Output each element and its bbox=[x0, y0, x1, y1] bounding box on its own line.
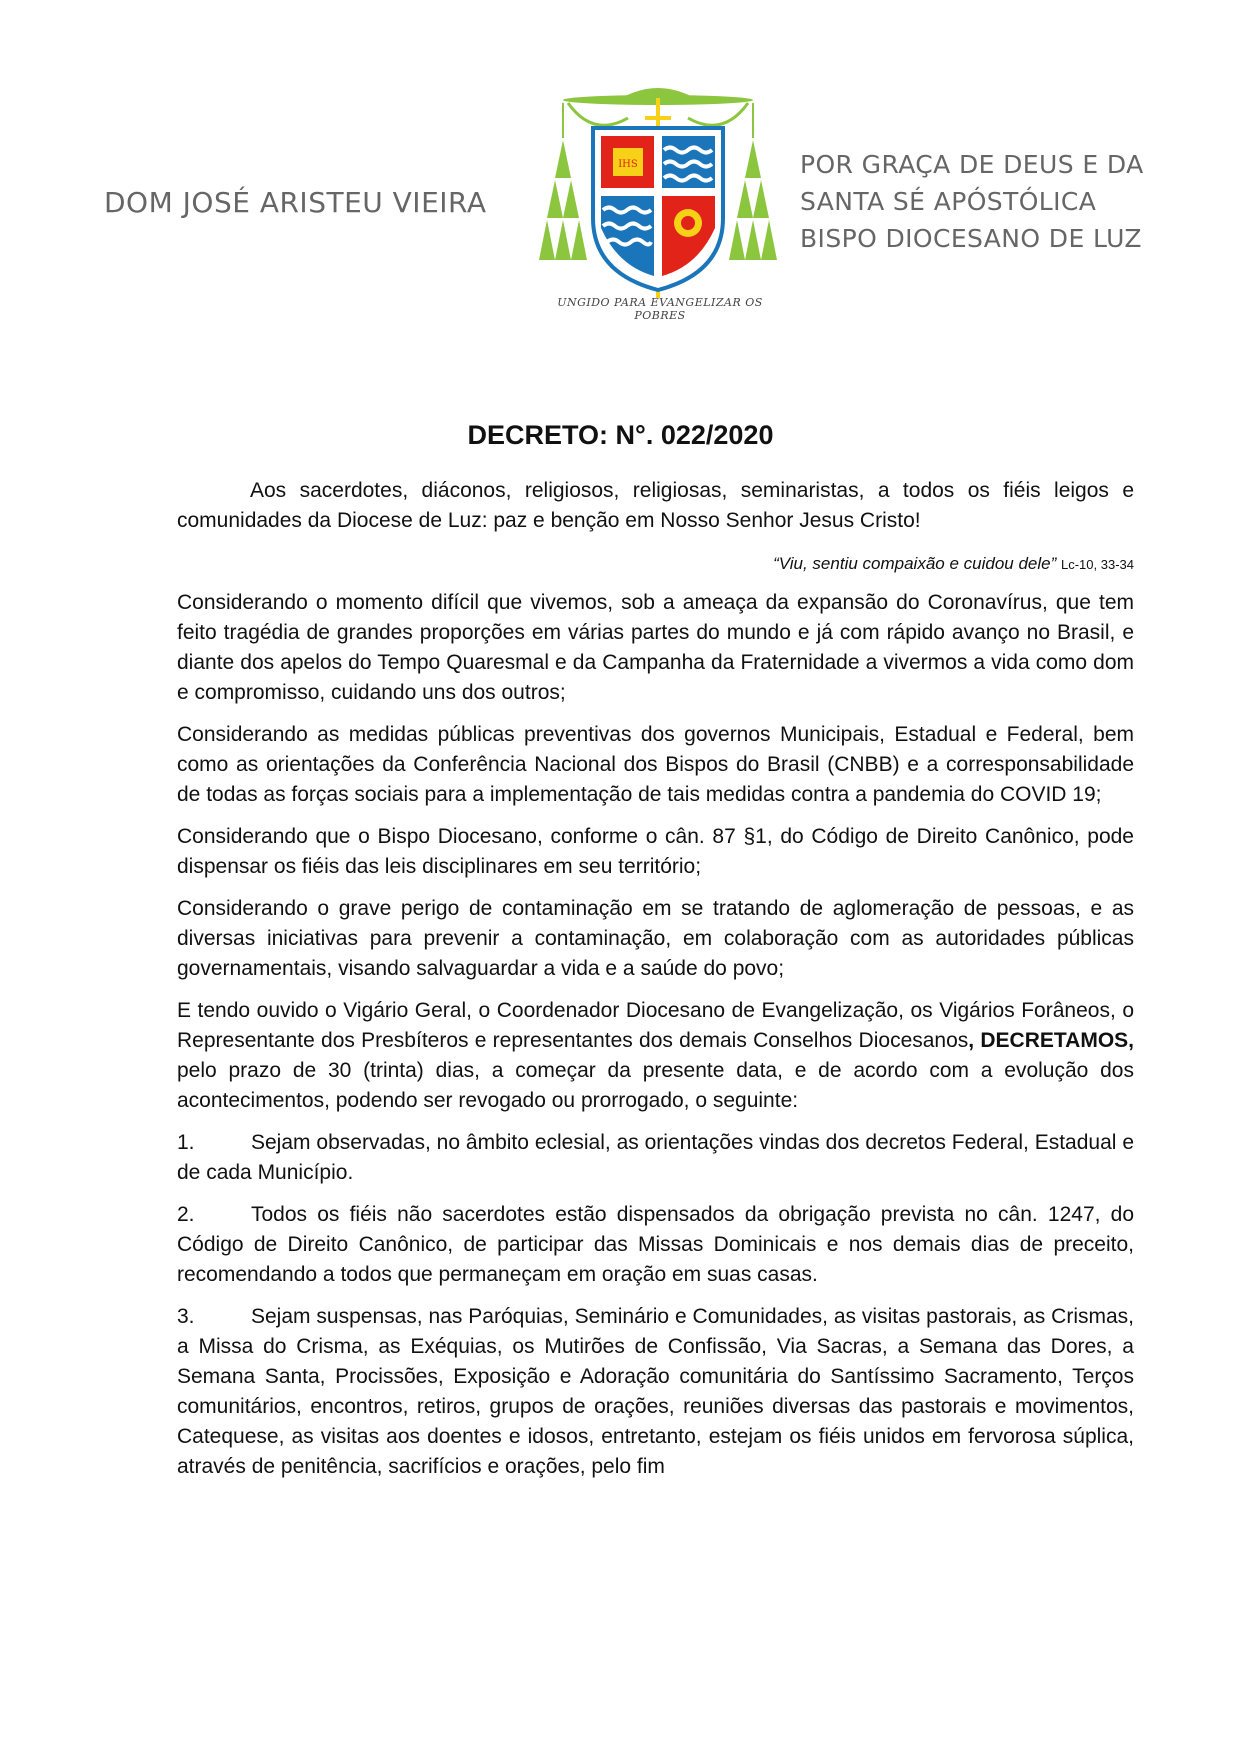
decree-terms: pelo prazo de 30 (trinta) dias, a começar da presente data, e de acordo com a evolução dos acontecimentos, podendo ser revogado ou prorrogado, o seguinte: bbox=[177, 1059, 1134, 1112]
bishop-name: DOM JOSÉ ARISTEU VIEIRA bbox=[104, 186, 487, 219]
item-text: Sejam suspensas, nas Paróquias, Seminário e Comunidades, as visitas pastorais, as Crismas, a Missa do Crisma, as Exéquias, os Mutirões de Confissão, Via Sacras, a Semana das Dores, a Semana Santa, Procissões, Exposição e Adoração comunitária do Santíssimo Sacramento, Terços comunitários, encontros, retiros, grupos de orações, reuniões diversas das pastorais e movimentos, Catequese, as visitas aos doentes e idosos, entretanto, estejam os fiéis unidos em fervorosa súplica, através de penitência, sacrifícios e orações, pelo fim bbox=[177, 1305, 1134, 1478]
svg-text:IHS: IHS bbox=[618, 159, 638, 170]
epigraph bbox=[177, 554, 1134, 574]
decree-keyword: , DECRETAMOS, bbox=[968, 1029, 1134, 1052]
item-text: Todos os fiéis não sacerdotes estão dispensados da obrigação prevista no cân. 1247, do Código de Direito Canônico, de participar das Missas Dominicais e nos demais dias de preceito, recomendando a todos que permaneçam em oração em suas casas. bbox=[177, 1203, 1134, 1286]
document-body bbox=[177, 476, 1134, 1494]
considerando-paragraph: Considerando o grave perigo de contaminação em se tratando de aglomeração de pessoas, e as diversas iniciativas para prevenir a contaminação, em colaboração com as autoridades públicas governamentais, visando salvaguardar a vida e a saúde do povo; bbox=[177, 897, 1134, 980]
epigraph-reference: Lc-10, 33-34 bbox=[1061, 557, 1134, 572]
decree-item bbox=[177, 1128, 1134, 1188]
considerando-paragraph: Considerando as medidas públicas preventivas dos governos Municipais, Estadual e Federal, bem como as orientações da Conferência Nacional dos Bispos do Brasil (CNBB) e a corresponsabilidade de todas as forças sociais para a implementação de tais medidas contra a pandemia do COVID 19; bbox=[177, 723, 1134, 806]
title-line: SANTA SÉ APÓSTÓLICA bbox=[800, 187, 1097, 216]
decree-item bbox=[177, 1302, 1134, 1482]
item-number: 3. bbox=[177, 1305, 195, 1328]
item-text: Sejam observadas, no âmbito eclesial, as orientações vindas dos decretos Federal, Estadual e de cada Município. bbox=[177, 1131, 1134, 1184]
bishop-titles bbox=[800, 146, 1210, 257]
considerando-paragraph: Considerando que o Bispo Diocesano, conforme o cân. 87 §1, do Código de Direito Canônico, pode dispensar os fiéis das leis disciplinares em seu território; bbox=[177, 825, 1134, 878]
crest-motto: UNGIDO PARA EVANGELIZAR OS POBRES bbox=[557, 296, 763, 322]
epigraph-text: “Viu, sentiu compaixão e cuidou dele” bbox=[773, 554, 1057, 573]
decree-paragraph bbox=[177, 996, 1134, 1116]
title-line: POR GRAÇA DE DEUS E DA bbox=[800, 150, 1144, 179]
item-number: 1. bbox=[177, 1131, 195, 1154]
decree-title: DECRETO: N°. 022/2020 bbox=[467, 420, 774, 450]
decree-item bbox=[177, 1200, 1134, 1290]
decree-intro: E tendo ouvido o Vigário Geral, o Coordenador Diocesano de Evangelização, os Vigários Forâneos, o Representante dos Presbíteros e representantes dos demais Conselhos Diocesanos bbox=[177, 999, 1134, 1052]
considerando-paragraph: Considerando o momento difícil que vivemos, sob a ameaça da expansão do Coronavírus, que tem feito tragédia de grandes proporções em várias partes do mundo e já com rápido avanço no Brasil, e diante dos apelos do Tempo Quaresmal e da Campanha da Fraternidade a vivermos a vida como dom e compromisso, cuidando uns dos outros; bbox=[177, 591, 1134, 704]
title-line: BISPO DIOCESANO DE LUZ bbox=[800, 224, 1142, 253]
greeting-paragraph: Aos sacerdotes, diáconos, religiosos, religiosas, seminaristas, a todos os fiéis leigos e comunidades da Diocese de Luz: paz e benção em Nosso Senhor Jesus Cristo! bbox=[177, 479, 1134, 532]
item-number: 2. bbox=[177, 1203, 195, 1226]
